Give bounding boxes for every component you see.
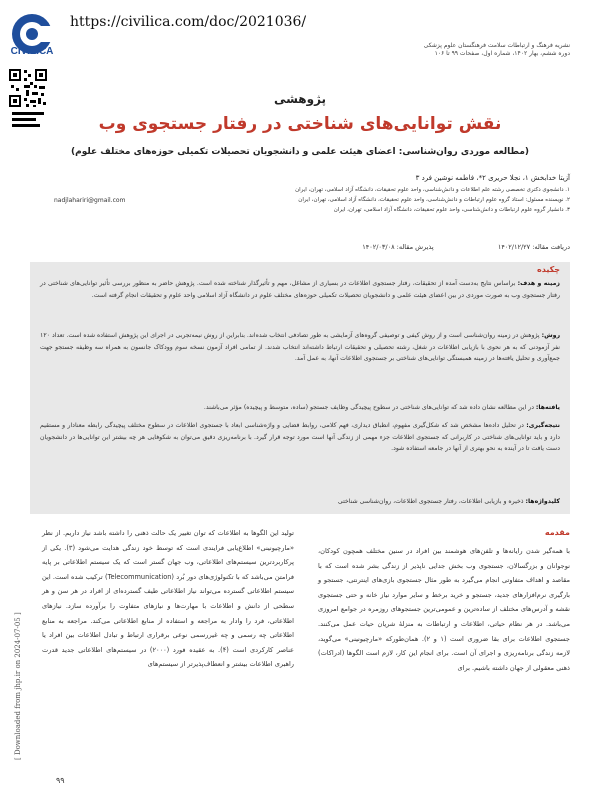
journal-info bbox=[330, 42, 570, 58]
abstract-background bbox=[40, 278, 560, 301]
conclusion-text: در تحلیل داده‌ها مشخص شد که شکل‌گیری مفهوم، انطباق دیداری، فهم کلامی، روابط فضایی و واژه‌شناسی ابعاد با جستجوی اطلاعات در سطوح مختلف پیچیدگی رابطه معنادار و مستقیم دارد و باید توانایی‌های شناختی در کاربرانی که جستجوی اطلاعات جزء مهمی از زندگی آنها است مورد توجه قرار گیرد. با برنامه‌ریزی دقیق می‌توان به شکوفایی هر چه بیشتر این توانایی‌ها در دانشجویان دست یافت تا در آینده به نحو بهتری از آنها در جامعه استفاده شود. bbox=[40, 422, 560, 452]
article-type: پژوهشی bbox=[273, 92, 327, 106]
journal-name: نشریه فرهنگ و ارتباطات سلامت فرهنگستان علوم پزشکی bbox=[423, 42, 570, 49]
intro-heading: مقدمه bbox=[544, 528, 570, 537]
background-label: زمینه و هدف: bbox=[517, 280, 560, 287]
affiliation-2: ۲. نویسنده مسئول: استاد گروه علوم ارتباطات و دانش‌شناسی، واحد علوم تحقیقات، دانشگاه آزاد اسلامی، تهران، ایران bbox=[298, 197, 570, 203]
received-date: دریافت مقاله: ۱۴۰۲/۱۲/۲۷ bbox=[497, 243, 570, 251]
background-text: براساس نتایج به‌دست آمده از تحقیقات، رفتار جستجوی اطلاعات در بسیاری از مشاغل، مهم و تأثیرگذار شناخته شده است. پژوهش حاضر به منظور بررسی تأثیر توانایی‌های شناختی در رفتار جستجوی وب به صورت موردی در بین اعضای هیئت علمی و دانشجویان تحصیلات تکمیلی حوزه‌های مختلف علوم در دانشگاه آزاد اسلامی واحد علوم و تحقیقات انجام گرفته است. bbox=[40, 280, 560, 299]
abstract-method bbox=[40, 330, 560, 365]
affiliation-1: ۱. دانشجوی دکتری تخصصی رشته علم اطلاعات و دانش‌شناسی، واحد علوم تحقیقات، دانشگاه آزاد اسلامی، تهران، ایران bbox=[295, 187, 570, 193]
abstract-keywords bbox=[40, 496, 560, 508]
method-text: پژوهش در زمینه روان‌شناسی است و از روش کیفی و توصیفی گروه‌های آزمایشی به طور تصادفی انتخاب شده‌اند. بنابراین از روش نیمه‌تجربی در اجرای این پژوهش استفاده شده است. تعداد ۱۲۰ نفر آزمودنی که به هر نحوی با بازیابی اطلاعات در شغل، رشته تحصیلی و تحقیقات ارتباط داشته‌اند انتخاب شدند. از تمامی افراد آزمون نسخه سوم وودکاک جانسون به همراه سه وظیفه جستجو جهت جمع‌آوری و تحلیل یافته‌ها در زمینه همبستگی توانایی‌های شناختی بر جستجوی اطلاعات آنها، به عمل آمد. bbox=[40, 332, 560, 362]
document-url[interactable]: https://civilica.com/doc/2021036/ bbox=[70, 14, 307, 30]
findings-text: در این مطالعه نشان داده شد که توانایی‌های شناختی در سطوح پیچیدگی وظایف جستجو (ساده، متوسط و پیچیده) مؤثر می‌باشند. bbox=[203, 404, 534, 411]
authors: آزیتا خدابخش ۱، نجلا حریری ۲*، فاطمه نوشین فرد ۳ bbox=[415, 174, 570, 182]
article-dates bbox=[30, 243, 570, 251]
method-label: روش: bbox=[541, 332, 561, 339]
article-title: نقش توانایی‌های شناختی در رفتار جستجوی وب bbox=[98, 114, 502, 134]
findings-label: یافته‌ها: bbox=[535, 404, 560, 411]
abstract-heading: چکیده bbox=[536, 265, 560, 274]
download-note-text: [ Downloaded from jhp.ir on 2024-07-05 ] bbox=[14, 612, 22, 760]
accepted-date: پذیرش مقاله: ۱۴۰۲/۰۳/۰۸ bbox=[362, 243, 434, 251]
logo-text: CIVILICA bbox=[10, 46, 54, 57]
intro-column-left: تولید این الگوها به اطلاعات که توان تغییر یک حالت ذهنی را داشته باشد نیاز داریم. از نظر «مارچیونینی» اطلاع‌یابی فرایندی است که توسط خود زندگی هدایت می‌شود (۳). یکی از پرکاربردترین سیستم‌های اطلاعاتی، وب جهان گستر است که یک سیستم اطلاعاتی بر پایه فرامتن می‌باشد که با تکنولوژی‌های دور بُرد (Telecommunication) ترکیب شده است. این سیستم اطلاعاتی گسترده می‌تواند نیاز اطلاعاتی طیف گسترده‌ای از افراد در هر سن و هر سطحی از دانش و اطلاعات با مهارت‌ها و نیازهای متفاوت را برآورده سازد. نیازهای اطلاعاتی، فرد را وادار به مراجعه و استفاده از منابع اطلاعاتی می‌کند. مراجعه به منابع اطلاعاتی چه رسمی و چه غیررسمی نوعی برقراری ارتباط و تبادل اطلاعات بین افراد یا عناصر کارکردی است (۴). به عقیده فورد (۲۰۰۰) در سیستم‌های اطلاعاتی جدید قدرت راهبری اطلاعات بیشتر و انعطاف‌پذیرتر از سیستم‌های bbox=[42, 529, 294, 669]
journal-issue: دوره ششم، بهار ۱۴۰۲، شماره اول، صفحات ۹۹ تا ۱۰۶ bbox=[434, 50, 570, 57]
affiliation-3: ۳. دانشیار گروه علوم ارتباطات و دانش‌شناسی، واحد علوم تحقیقات، دانشگاه آزاد اسلامی، تهران، ایران bbox=[333, 207, 570, 213]
article-subtitle: (مطالعه موردی روان‌شناسی: اعضای هیئت علمی و دانشجویان تحصیلات تکمیلی حوزه‌های مختلف علوم) bbox=[71, 147, 529, 157]
author-email[interactable]: nadjlahariri@gmail.com bbox=[54, 197, 126, 204]
conclusion-label: نتیجه‌گیری: bbox=[526, 422, 560, 429]
keywords-text: ذخیره و بازیابی اطلاعات، رفتار جستجوی اطلاعات، روان‌شناسی شناختی bbox=[337, 498, 524, 505]
download-note bbox=[10, 600, 24, 760]
abstract-conclusion bbox=[40, 420, 560, 455]
intro-column-right: با همه‌گیر شدن رایانه‌ها و تلفن‌های هوشمند بین افراد در سنین مختلف همچون کودکان، نوجوانان و بزرگسالان، جستجوی وب بخش جدایی ناپذیر از زندگی بشر شده است که با مقاصد و اهداف متفاوتی انجام می‌گیرد به طور مثال جستجوی بازی‌های اینترنتی، جستجو و بارگیری نرم‌افزارهای جدید، جستجو و خرید برخط و سایر موارد نیاز خانه و حتی جستجوی نقشه و آدرس‌های مختلف از ساده‌ترین و عمومی‌ترین جستجوهای روزمره در جوامع امروزی می‌باشد. در هر نظام حیاتی، اطلاعات و ارتباطات به منزلهٔ شریان حیات عمل می‌کنند. جستجوی اطلاعات برای بقا ضروری است (۱ و ۲). همان‌طورکه «مارچیونینی» می‌گوید، لازمه زندگی برنامه‌ریزی و اجرای آن است. برای انجام این کار، لازم است الگوها (ادراکات) ذهنی معقولی از جهان داشته باشیم. برای bbox=[318, 547, 570, 672]
page-number: ۹۹ bbox=[56, 776, 65, 785]
abstract-findings bbox=[40, 402, 560, 414]
keywords-label: کلیدواژه‌ها: bbox=[525, 498, 560, 505]
civilica-logo[interactable] bbox=[8, 6, 56, 66]
